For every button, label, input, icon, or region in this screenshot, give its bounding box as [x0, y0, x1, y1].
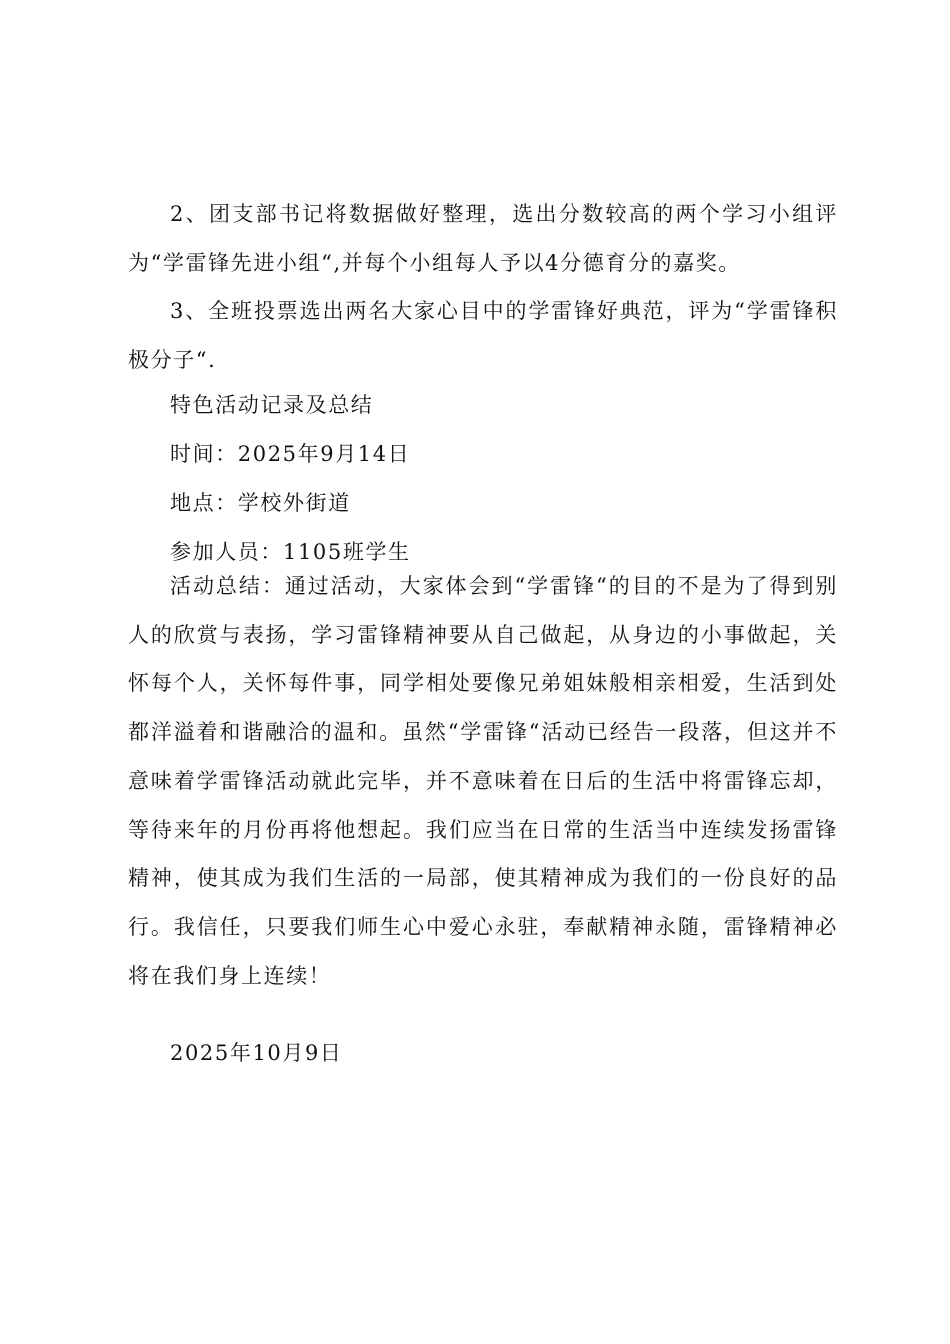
paragraph-award-groups: 2、团支部书记将数据做好整理，选出分数较高的两个学习小组评为“学雷锋先进小组“,并每个小组每人予以4分德育分的嘉奖。 [128, 202, 838, 275]
date-line: 2025年10月9日 [170, 1041, 343, 1065]
location-line: 地点：学校外街道 [170, 491, 351, 515]
participants-line: 参加人员：1105班学生 [170, 540, 411, 564]
paragraph-vote-activists: 3、全班投票选出两名大家心目中的学雷锋好典范，评为“学雷锋积极分子“. [128, 299, 838, 372]
time-line: 时间：2025年9月14日 [170, 442, 411, 466]
summary-paragraph: 活动总结：通过活动，大家体会到“学雷锋“的目的不是为了得到别人的欣赏与表扬，学习雷锋精神要从自己做起，从身边的小事做起，关怀每个人，关怀每件事，同学相处要像兄弟姐妹般相亲相爱，生活到处都洋溢着和谐融洽的温和。虽然“学雷锋“活动已经告一段落，但这并不意味着学雷锋活动就此完毕，并不意味着在日后的生活中将雷锋忘却，等待来年的月份再将他想起。我们应当在日常的生活当中连续发扬雷锋精神，使其成为我们生活的一局部，使其精神成为我们的一份良好的品行。我信任，只要我们师生心中爱心永驻，奉献精神永随，雷锋精神必将在我们身上连续！ [128, 574, 839, 988]
section-title: 特色活动记录及总结 [170, 393, 374, 417]
